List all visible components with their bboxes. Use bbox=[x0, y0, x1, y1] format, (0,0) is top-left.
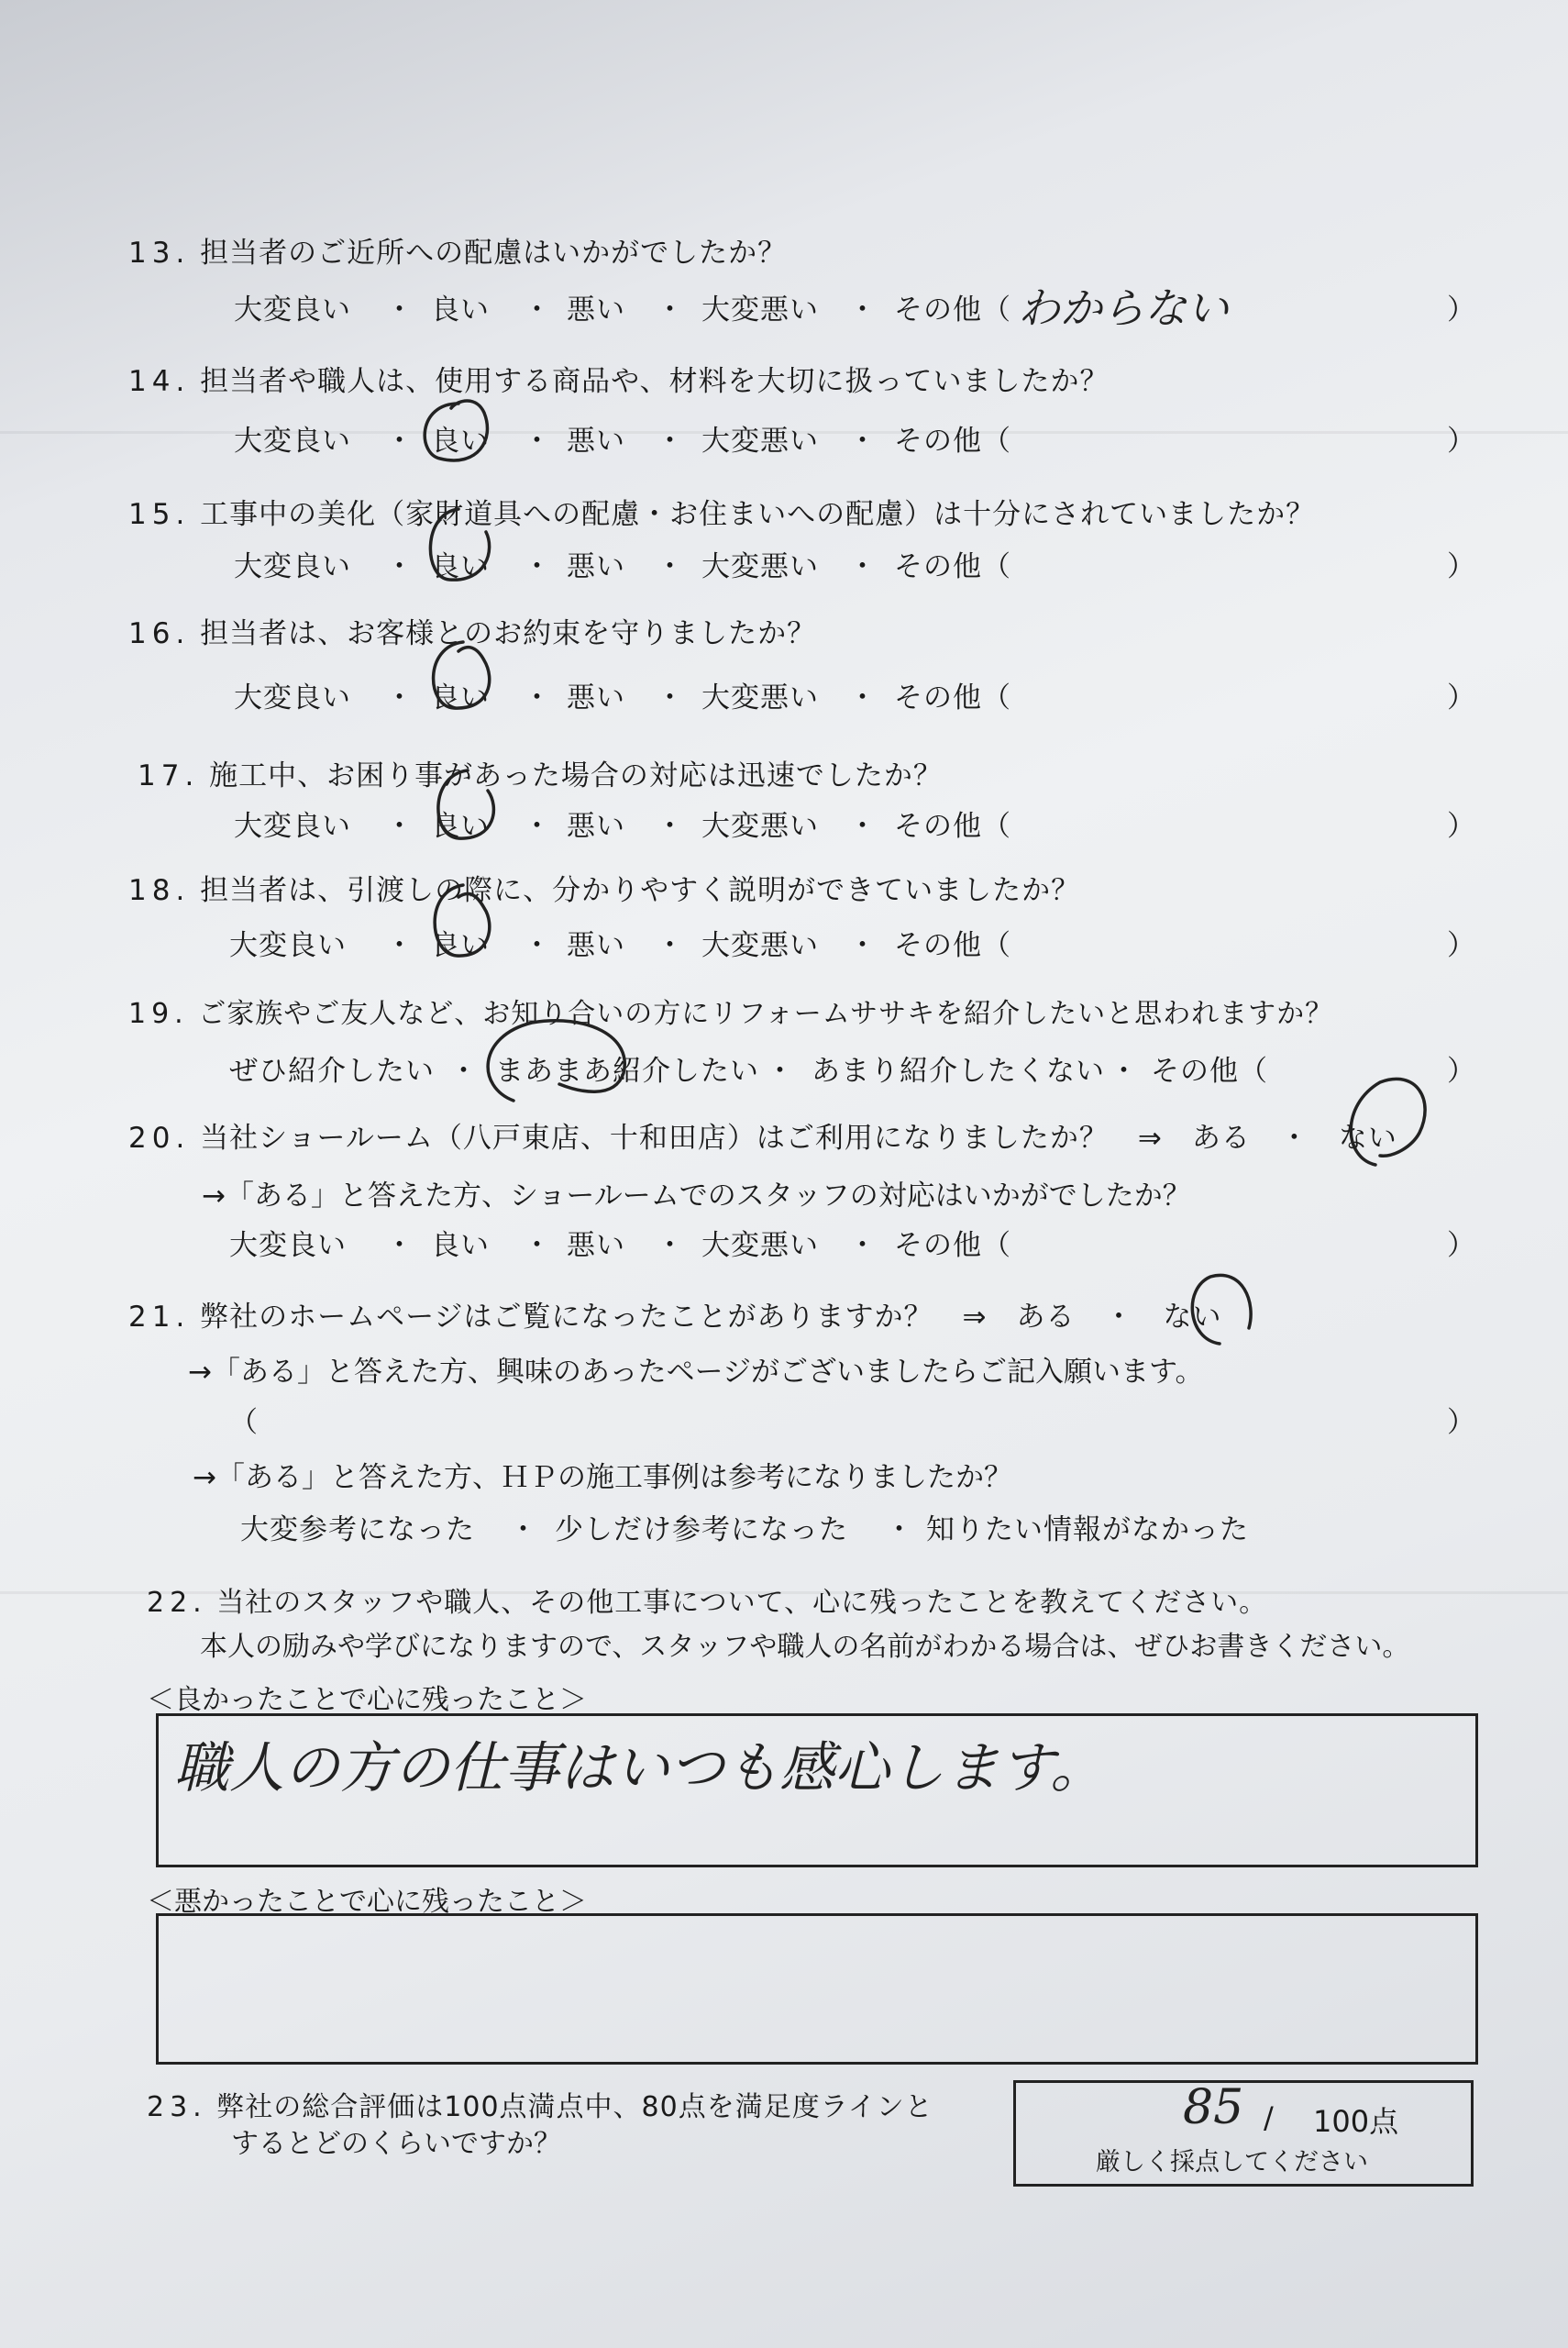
q20-heading bbox=[128, 1114, 1397, 1156]
q18-opt-good[interactable]: 良い bbox=[431, 929, 490, 962]
paren-close: ） bbox=[1447, 810, 1476, 843]
q15-text: 工事中の美化（家財道具への配慮・お住まいへの配慮）は十分にされていましたか？ bbox=[200, 498, 1316, 531]
q13-number: 13. bbox=[128, 237, 191, 270]
q21-paren-close: ） bbox=[1447, 1406, 1475, 1439]
q19-number: 19. bbox=[128, 998, 189, 1030]
sep: ・ bbox=[656, 681, 685, 714]
q16-opt-very-good[interactable]: 大変良い bbox=[234, 681, 351, 714]
sep: ・ bbox=[656, 929, 685, 962]
q22-line1: 当社のスタッフや職人、その他工事について、心に残ったことを教えてください。 bbox=[216, 1587, 1268, 1619]
q13-opt-good[interactable]: 良い bbox=[431, 294, 490, 327]
q14-number: 14. bbox=[128, 365, 191, 398]
q23-line2: するとどのくらいですか？ bbox=[231, 2128, 561, 2160]
q21-sub1: →「ある」と答えた方、興味のあったページがございましたらご記入願います。 bbox=[188, 1356, 1204, 1389]
q19-text: ご家族やご友人など、お知り合いの方にリフォームササキを紹介したいと思われますか？ bbox=[198, 998, 1334, 1030]
q23-note: 厳しく採点してください bbox=[1096, 2148, 1368, 2176]
q17-number: 17. bbox=[138, 759, 200, 792]
sep: ・ bbox=[523, 294, 552, 327]
sep: ・ bbox=[449, 1055, 479, 1088]
sep: ・ bbox=[523, 1229, 552, 1262]
q17-opt-very-bad[interactable]: 大変悪い bbox=[701, 810, 819, 843]
sep: ・ bbox=[385, 1229, 414, 1262]
q13-text: 担当者のご近所への配慮はいかがでしたか？ bbox=[200, 237, 788, 270]
q14-opt-very-bad[interactable]: 大変悪い bbox=[701, 425, 819, 458]
q14-heading bbox=[128, 358, 1110, 399]
q20-opt-very-bad[interactable]: 大変悪い bbox=[701, 1229, 819, 1262]
q16-opt-very-bad[interactable]: 大変悪い bbox=[701, 681, 819, 714]
q19-opt-other[interactable]: その他（ bbox=[1151, 1055, 1268, 1088]
q21-text: 弊社のホームページはご覧になったことがありますか？ ⇒ ある ・ ない bbox=[200, 1301, 1222, 1334]
sep: ・ bbox=[1110, 1055, 1139, 1088]
sep: ・ bbox=[656, 1229, 685, 1262]
q18-opt-bad[interactable]: 悪い bbox=[567, 929, 625, 962]
sep: ・ bbox=[885, 1513, 914, 1546]
q21-options bbox=[0, 1506, 1568, 1546]
sep: ・ bbox=[385, 810, 414, 843]
q18-number: 18. bbox=[128, 874, 191, 907]
q18-opt-very-good[interactable]: 大変良い bbox=[229, 929, 347, 962]
q23-heading bbox=[147, 2084, 933, 2124]
q21-sub2: →「ある」と答えた方、ＨＰの施工事例は参考になりましたか？ bbox=[193, 1461, 1012, 1494]
q13-options bbox=[0, 286, 1568, 327]
paren-close: ） bbox=[1447, 681, 1476, 714]
sep: ・ bbox=[656, 550, 685, 583]
q21-paren-open: （ bbox=[229, 1406, 258, 1439]
q21-heading bbox=[128, 1293, 1222, 1335]
q23-max: 100点 bbox=[1313, 2104, 1399, 2139]
q16-opt-bad[interactable]: 悪い bbox=[567, 681, 625, 714]
sep: ・ bbox=[848, 810, 878, 843]
sep: ・ bbox=[385, 929, 414, 962]
q19-heading bbox=[128, 991, 1333, 1031]
sep: ・ bbox=[523, 425, 552, 458]
q13-handwritten-other: わからない bbox=[1018, 283, 1229, 333]
sep: ・ bbox=[766, 1055, 795, 1088]
q22-good-label: ＜良かったことで心に残ったこと＞ bbox=[147, 1684, 587, 1716]
q20-opt-bad[interactable]: 悪い bbox=[567, 1229, 625, 1262]
q18-opt-other[interactable]: その他（ bbox=[894, 929, 1011, 962]
sep: ・ bbox=[848, 550, 878, 583]
q22-bad-box[interactable] bbox=[156, 1913, 1478, 2065]
q13-opt-very-good[interactable]: 大変良い bbox=[234, 294, 351, 327]
paren-close: ） bbox=[1447, 1055, 1476, 1088]
q20-opt-other[interactable]: その他（ bbox=[894, 1229, 1011, 1262]
q17-opt-good[interactable]: 良い bbox=[431, 810, 490, 843]
q20-sub: →「ある」と答えた方、ショールームでのスタッフの対応はいかがでしたか？ bbox=[202, 1180, 1191, 1213]
q19-opt-somewhat[interactable]: まあまあ紹介したい bbox=[495, 1055, 759, 1088]
sep: ・ bbox=[385, 681, 414, 714]
sep: ・ bbox=[523, 810, 552, 843]
q19-opt-not-really[interactable]: あまり紹介したくない bbox=[812, 1055, 1105, 1088]
q15-opt-other[interactable]: その他（ bbox=[894, 550, 1011, 583]
q23-slash: / bbox=[1264, 2100, 1274, 2135]
q13-opt-bad[interactable]: 悪い bbox=[567, 294, 625, 327]
q20-options bbox=[0, 1222, 1568, 1262]
sep: ・ bbox=[656, 810, 685, 843]
q14-opt-other[interactable]: その他（ bbox=[894, 425, 1011, 458]
sep: ・ bbox=[848, 929, 878, 962]
q20-opt-good[interactable]: 良い bbox=[431, 1229, 490, 1262]
q17-heading bbox=[138, 752, 943, 793]
q16-opt-good[interactable]: 良い bbox=[431, 681, 490, 714]
paren-close: ） bbox=[1447, 929, 1476, 962]
q20-opt-very-good[interactable]: 大変良い bbox=[229, 1229, 347, 1262]
sep: ・ bbox=[523, 929, 552, 962]
q21-number: 21. bbox=[128, 1301, 191, 1334]
q18-heading bbox=[128, 867, 1080, 908]
q14-opt-good[interactable]: 良い bbox=[431, 425, 490, 458]
q17-text: 施工中、お困り事があった場合の対応は迅速でしたか？ bbox=[209, 759, 943, 792]
sep: ・ bbox=[509, 1513, 538, 1546]
q15-opt-very-bad[interactable]: 大変悪い bbox=[701, 550, 819, 583]
sep: ・ bbox=[656, 294, 685, 327]
q22-line2: 本人の励みや学びになりますので、スタッフや職人の名前がわかる場合は、ぜひお書きください。 bbox=[200, 1631, 1410, 1663]
q20-text: 当社ショールーム（八戸東店、十和田店）はご利用になりましたか？ ⇒ ある ・ ない bbox=[200, 1122, 1397, 1155]
q23-line1: 弊社の総合評価は100点満点中、80点を満足度ラインと bbox=[216, 2091, 933, 2123]
paren-close: ） bbox=[1447, 550, 1476, 583]
q23-score-handwritten: 85 bbox=[1183, 2080, 1244, 2135]
q21-opt-not-found[interactable]: 知りたい情報がなかった bbox=[926, 1513, 1249, 1546]
sep: ・ bbox=[385, 294, 414, 327]
sep: ・ bbox=[523, 550, 552, 583]
q22-heading bbox=[147, 1579, 1267, 1620]
q18-text: 担当者は、引渡しの際に、分かりやすく説明ができていましたか？ bbox=[200, 874, 1081, 907]
q17-options bbox=[0, 803, 1568, 843]
q15-heading bbox=[128, 491, 1315, 532]
q17-opt-bad[interactable]: 悪い bbox=[567, 810, 625, 843]
q16-opt-other[interactable]: その他（ bbox=[894, 681, 1011, 714]
sep: ・ bbox=[656, 425, 685, 458]
q14-options bbox=[0, 417, 1568, 458]
q14-opt-very-good[interactable]: 大変良い bbox=[234, 425, 351, 458]
q16-heading bbox=[128, 610, 816, 651]
q16-text: 担当者は、お客様とのお約束を守りましたか？ bbox=[200, 617, 817, 650]
q15-options bbox=[0, 543, 1568, 583]
q14-text: 担当者や職人は、使用する商品や、材料を大切に扱っていましたか？ bbox=[200, 365, 1110, 398]
q18-opt-very-bad[interactable]: 大変悪い bbox=[701, 929, 819, 962]
q17-opt-very-good[interactable]: 大変良い bbox=[234, 810, 351, 843]
q21-opt-slightly-helpful[interactable]: 少しだけ参考になった bbox=[555, 1513, 848, 1546]
q22-bad-label: ＜悪かったことで心に残ったこと＞ bbox=[147, 1886, 587, 1918]
q22-number: 22. bbox=[147, 1587, 207, 1619]
sep: ・ bbox=[848, 425, 878, 458]
sep: ・ bbox=[385, 550, 414, 583]
q19-options bbox=[0, 1047, 1568, 1088]
q15-opt-good[interactable]: 良い bbox=[431, 550, 490, 583]
q13-heading bbox=[128, 229, 787, 271]
q13-opt-very-bad[interactable]: 大変悪い bbox=[701, 294, 819, 327]
q19-opt-definitely[interactable]: ぜひ紹介したい bbox=[229, 1055, 435, 1088]
sep: ・ bbox=[385, 425, 414, 458]
paren-close: ） bbox=[1447, 425, 1476, 458]
q14-opt-bad[interactable]: 悪い bbox=[567, 425, 625, 458]
q16-options bbox=[0, 674, 1568, 714]
paren-close: ） bbox=[1447, 294, 1476, 327]
q13-opt-other[interactable]: その他（ bbox=[894, 294, 1011, 327]
q21-opt-very-helpful[interactable]: 大変参考になった bbox=[240, 1513, 475, 1546]
q15-opt-bad[interactable]: 悪い bbox=[567, 550, 625, 583]
q18-options bbox=[0, 922, 1568, 962]
q22-good-answer: 職人の方の仕事はいつも感心します。 bbox=[174, 1736, 1106, 1800]
paren-close: ） bbox=[1447, 1229, 1476, 1262]
q15-number: 15. bbox=[128, 498, 191, 531]
q20-number: 20. bbox=[128, 1122, 191, 1155]
q16-number: 16. bbox=[128, 617, 191, 650]
sep: ・ bbox=[848, 681, 878, 714]
sep: ・ bbox=[848, 1229, 878, 1262]
sep: ・ bbox=[523, 681, 552, 714]
q17-opt-other[interactable]: その他（ bbox=[894, 810, 1011, 843]
q23-number: 23. bbox=[147, 2091, 207, 2123]
sep: ・ bbox=[848, 294, 878, 327]
q15-opt-very-good[interactable]: 大変良い bbox=[234, 550, 351, 583]
